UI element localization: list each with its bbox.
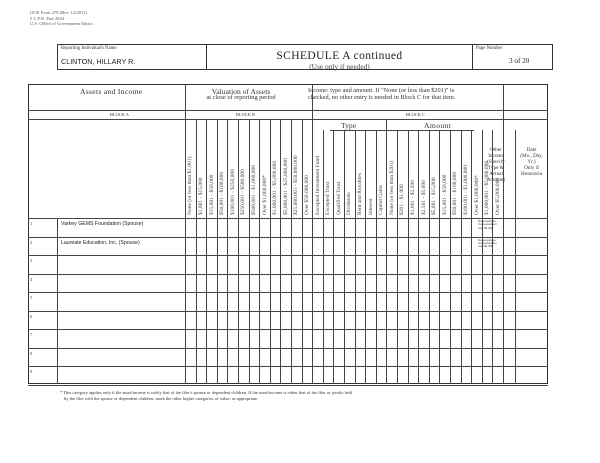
other-income-entry <box>478 239 514 249</box>
other-income-entry <box>478 220 514 230</box>
block-divider <box>28 119 548 120</box>
column-separator <box>249 119 250 384</box>
valuation-subheading: at close of reporting period <box>206 94 276 101</box>
valuation-column-header: $1,000,001 - $5,000,000 <box>272 160 279 215</box>
schedule-table <box>28 84 548 384</box>
block-a-label: BLOCK A <box>110 112 129 117</box>
row-divider <box>28 237 548 238</box>
assets-heading: Assets and Income <box>80 87 143 96</box>
other-income-line: Other <box>490 147 502 153</box>
income-type-column-header: Excepted Investment Fund <box>314 156 321 215</box>
row-number: 5 <box>30 295 33 300</box>
asset-name: Laureate Education, Inc. (Spouse) <box>61 239 140 246</box>
income-subheading: checked, no other entry is needed in Block C for that item. <box>308 94 456 101</box>
row-divider <box>28 329 548 330</box>
column-separator <box>386 119 387 384</box>
income-type-column-header: Qualified Trust <box>335 181 342 215</box>
column-separator <box>302 119 303 384</box>
date-header-line: Only if <box>524 165 539 171</box>
income-type-column-header: Interest <box>367 198 374 215</box>
valuation-column-header: $250,001 - $500,000 <box>240 169 247 215</box>
valuation-column-header: $15,001 - $50,000 <box>208 174 215 215</box>
date-header-line: (Mo., Day, <box>520 153 543 159</box>
row-divider <box>28 255 548 256</box>
schedule-header <box>207 44 472 70</box>
other-income-entry-line: over $1,000 <box>478 225 494 230</box>
column-separator <box>355 130 356 384</box>
column-separator <box>312 84 313 384</box>
row-number: 6 <box>30 313 33 319</box>
column-separator <box>429 130 430 384</box>
column-separator <box>291 119 292 384</box>
income-amount-column-header: $15,001 - $50,000 <box>441 174 448 215</box>
income-amount-column-header: $50,001 - $100,000 <box>452 171 459 215</box>
valuation-column-header: $25,000,001 - $50,000,000 <box>293 155 300 215</box>
valuation-column-header: $500,001 - $1,000,000 <box>250 165 257 215</box>
reporting-individual-name: CLINTON, HILLARY R. <box>61 57 136 66</box>
form-identifier <box>30 10 93 27</box>
row-number: 9 <box>30 369 33 374</box>
page-number-label: Page Number <box>476 46 503 51</box>
valuation-column-header: Over $50,000,000 <box>303 175 310 215</box>
column-separator <box>217 119 218 384</box>
column-separator <box>196 119 197 384</box>
date-header-line: Yr.) <box>527 159 536 165</box>
column-separator <box>227 119 228 384</box>
reporting-individual-box <box>57 44 207 70</box>
reporting-individual-label: Reporting Individual's Name <box>61 46 117 51</box>
column-separator <box>333 130 334 384</box>
income-heading: Income: type and amount. If "None (or less than $201)" is <box>308 87 455 94</box>
type-label: Type <box>341 121 357 130</box>
asset-name: Varkey GEMS Foundation (Spouse) <box>61 221 144 227</box>
column-separator <box>280 119 281 384</box>
row-number: 7 <box>30 332 33 337</box>
form-id-line: 5 C.F.R. Part 2634 <box>30 15 65 21</box>
row-number-separator <box>57 218 58 384</box>
heading-divider <box>28 110 548 111</box>
block-b-label: BLOCK B <box>236 112 255 117</box>
valuation-column-header: $50,001 - $100,000 <box>219 171 226 215</box>
schedule-title: SCHEDULE A continued <box>276 50 403 62</box>
date-header-line: Honoraria <box>520 171 543 177</box>
row-number: 1 <box>30 221 33 226</box>
other-income-entry-line: over $1,000 <box>478 244 494 249</box>
footnote-line: by the filer with the spouse or dependent children, mark the other higher categories of value, as appropriate. <box>64 395 259 401</box>
footnote-line: * This category applies only if the asset/income is solely that of the filer's spouse or dependent children. If the asset/income is either that of the filer or jointly held <box>60 390 353 395</box>
valuation-column-header: $1,001 - $15,000 <box>197 177 204 215</box>
valuation-column-header: None (or less than $1,001) <box>187 156 194 215</box>
income-amount-column-header: $1,001 - $2,500 <box>409 180 416 215</box>
form-id-line: U.S. Office of Government Ethics <box>30 21 93 27</box>
other-income-line: Actual <box>489 171 503 177</box>
column-separator <box>259 119 260 384</box>
row-number: 2 <box>30 239 33 245</box>
income-amount-column-header: $2,501 - $5,000 <box>420 180 427 215</box>
valuation-column-header: $5,000,001 - $25,000,000 <box>282 158 289 215</box>
column-separator <box>206 119 207 384</box>
valuation-heading: Valuation of Assets <box>211 87 271 96</box>
other-income-line: Type & <box>488 165 504 171</box>
column-separator <box>376 130 377 384</box>
row-divider <box>28 274 548 275</box>
column-separator <box>238 119 239 384</box>
income-amount-column-header: $201 - $1,000 <box>399 184 406 215</box>
type-amount-divider <box>330 130 474 131</box>
column-separator <box>482 130 483 384</box>
block-c-label: BLOCK C <box>406 112 425 117</box>
row-divider <box>28 385 548 386</box>
income-amount-column-header: Over $1,000,000* <box>473 175 480 215</box>
other-income-entry-line: Nonemployee <box>478 237 496 242</box>
date-header-line: Date <box>526 147 537 153</box>
page-number-value: 3 of 20 <box>509 57 530 65</box>
row-divider <box>28 366 548 367</box>
income-type-column-header: Dividends <box>346 192 353 215</box>
other-income-line: Income <box>488 153 504 159</box>
income-amount-column-header: $1,000,001 - $5,000,000 <box>484 160 491 215</box>
income-amount-column-header: None (or less than $201) <box>388 160 395 215</box>
date-column-separator <box>515 130 516 384</box>
page-number-box <box>472 44 553 70</box>
column-separator <box>323 130 324 384</box>
income-type-column-header: Capital Gains <box>378 184 385 215</box>
row-divider <box>28 311 548 312</box>
row-divider <box>28 292 548 293</box>
income-type-column-header: Excepted Trust <box>325 181 332 215</box>
column-separator <box>461 130 462 384</box>
column-separator <box>270 119 271 384</box>
other-income-entry-line: Compensation <box>478 222 497 227</box>
date-header <box>515 147 548 177</box>
column-separator <box>344 130 345 384</box>
other-income-line: (Specify <box>487 159 505 165</box>
row-number: 4 <box>30 276 33 282</box>
other-income-line: Amount) <box>486 177 506 183</box>
column-separator <box>418 130 419 384</box>
column-separator <box>492 130 493 384</box>
valuation-column-header: Over $1,000,000* <box>261 175 268 215</box>
column-separator <box>471 130 472 384</box>
form-id-line: OGE Form 278 (Rev. 12/2011) <box>30 10 88 15</box>
column-separator <box>503 84 504 384</box>
footnote <box>60 390 540 401</box>
column-separator <box>408 130 409 384</box>
income-amount-column-header: $100,001 - $1,000,000 <box>462 165 469 215</box>
schedule-subtitle: (Use only if needed) <box>309 62 370 71</box>
amount-label: Amount <box>424 121 452 130</box>
row-divider <box>28 348 548 349</box>
income-amount-column-header: Over $5,000,000 <box>494 177 501 215</box>
income-amount-column-header: $5,001 - $15,000 <box>431 177 438 215</box>
row-number: 8 <box>30 350 33 356</box>
valuation-column-header: $100,001 - $250,000 <box>229 169 236 215</box>
column-separator <box>365 130 366 384</box>
column-separator <box>439 130 440 384</box>
other-income-entry-line: Compensation <box>478 240 497 245</box>
column-separator <box>185 84 186 384</box>
income-type-column-header: Rent and Royalties <box>356 173 363 215</box>
header-bottom-line <box>28 218 548 219</box>
column-separator <box>397 130 398 384</box>
other-income-entry-line: Nonemployee <box>478 219 496 223</box>
row-number: 3 <box>30 258 33 263</box>
column-separator <box>450 130 451 384</box>
